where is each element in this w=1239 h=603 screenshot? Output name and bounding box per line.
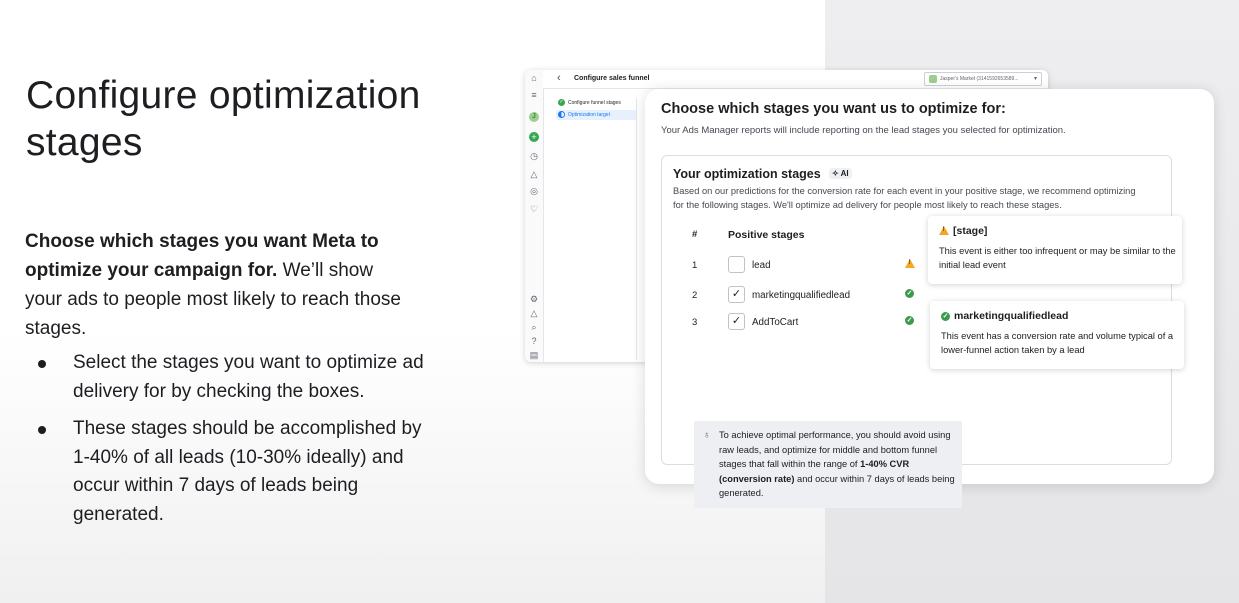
progress-circle-icon xyxy=(558,111,565,118)
check-circle-icon: ✓ xyxy=(559,99,564,106)
ok-tooltip xyxy=(930,301,1184,369)
gauge-icon[interactable]: ◷ xyxy=(530,151,538,161)
triangle-icon[interactable]: △ xyxy=(530,169,538,179)
target-icon[interactable]: ◎ xyxy=(530,186,538,196)
slide-bullets xyxy=(25,349,425,538)
bullet-item xyxy=(25,415,425,529)
check-circle-icon: ✓ xyxy=(906,290,913,297)
tooltip-title xyxy=(939,225,987,237)
tooltip-body: This event has a conversion rate and volume typical of a lower-funnel action taken by a lead xyxy=(941,331,1174,356)
account-select-avatar xyxy=(929,75,937,83)
step-configure-funnel[interactable] xyxy=(556,98,636,108)
ok-status[interactable] xyxy=(905,289,914,298)
account-select[interactable] xyxy=(924,72,1042,86)
window-header xyxy=(543,70,1048,89)
header-title: Configure sales funnel xyxy=(574,75,650,82)
home-icon[interactable]: ⌂ xyxy=(531,73,537,83)
stage-label: marketingqualifiedlead xyxy=(752,290,851,301)
tooltip-title-text: marketingqualifiedlead xyxy=(954,310,1069,322)
optimization-dialog xyxy=(645,89,1214,498)
check-circle-icon: ✓ xyxy=(942,312,949,320)
lightbulb-icon: ♁ xyxy=(703,430,711,441)
tip-text-pre: To achieve optimal performance, you should avoid using raw leads, and optimize for middle and bottom funnel stages that fall within the range of xyxy=(719,430,951,469)
bullet-text: Select the stages you want to optimize ad delivery for by checking the boxes. xyxy=(73,352,424,402)
warning-icon xyxy=(939,226,949,235)
chevron-down-icon: ▾ xyxy=(1033,76,1037,82)
stage-row xyxy=(662,256,922,276)
slide-title: Configure optimization stages xyxy=(26,74,421,164)
row-number: 2 xyxy=(692,290,698,301)
tip-text xyxy=(719,428,957,501)
settings-icon[interactable]: ⚙ xyxy=(529,294,539,304)
stage-checkbox-addtocart[interactable]: ✓ xyxy=(728,313,745,330)
column-header-positive-stages: Positive stages xyxy=(728,229,805,241)
row-number: 3 xyxy=(692,317,698,328)
create-icon[interactable]: + xyxy=(529,132,539,142)
tooltip-body: This event is either too infrequent or may be similar to the initial lead event xyxy=(939,246,1176,271)
column-header-number: # xyxy=(692,229,698,240)
sparkle-icon: ✧ xyxy=(832,169,841,178)
slide-intro-rest: We’ll show your ads to people most likely to reach those stages. xyxy=(25,260,401,339)
bullet-item xyxy=(25,349,425,406)
account-avatar[interactable]: J xyxy=(529,112,539,122)
account-select-label: Jasper's Market (3141592653589... xyxy=(940,76,1019,82)
menu-icon[interactable]: ≡ xyxy=(531,90,537,100)
help-icon[interactable]: ? xyxy=(531,336,537,346)
bulb-nav-icon[interactable]: ♡ xyxy=(529,204,539,214)
optimization-description: Based on our predictions for the conversion rate for each event in your positive stage, we recommend optimizing for the following stages. We'll optimize ad delivery for people most likely to reach these stages. xyxy=(673,186,1136,210)
optimization-stages-title: Your optimization stages xyxy=(673,167,821,181)
tooltip-title-text: [stage] xyxy=(953,225,988,237)
tip-box xyxy=(694,421,962,508)
bullet-dot xyxy=(38,360,46,368)
stage-checkbox-marketingqualifiedlead[interactable]: ✓ xyxy=(728,286,745,303)
search-icon[interactable]: ⌕ xyxy=(531,322,537,332)
dialog-title: Choose which stages you want us to optimize for: xyxy=(661,101,1006,117)
slide-intro-bold: Choose which stages you want Meta to optimize your campaign for. xyxy=(25,231,379,281)
ai-badge xyxy=(829,168,852,179)
back-arrow-icon[interactable]: ‹ xyxy=(557,72,561,84)
report-icon[interactable]: ▤ xyxy=(529,350,539,360)
dialog-subtitle: Your Ads Manager reports will include reporting on the lead stages you selected for optimization. xyxy=(661,125,1066,136)
stage-label: lead xyxy=(752,260,771,271)
stage-row xyxy=(662,313,922,333)
tip-text-post: and occur within 7 days of leads being generated. xyxy=(719,473,955,498)
bullet-dot xyxy=(38,426,46,434)
tip-text-bold: 1-40% CVR (conversion rate) xyxy=(719,459,910,484)
row-number: 1 xyxy=(692,260,698,271)
stage-label: AddToCart xyxy=(752,317,799,328)
left-nav-rail xyxy=(525,70,544,362)
ok-status[interactable] xyxy=(905,316,914,325)
step-optimization-target[interactable] xyxy=(556,110,636,120)
warning-icon xyxy=(905,259,915,268)
step-label: Optimization target xyxy=(568,112,610,118)
stage-row xyxy=(662,286,922,306)
warning-tooltip xyxy=(928,216,1182,284)
steps-panel xyxy=(556,98,637,360)
bell-icon[interactable]: △ xyxy=(530,308,538,318)
tooltip-title xyxy=(941,310,1068,322)
ai-badge-label: AI xyxy=(840,169,849,178)
warning-status[interactable] xyxy=(905,259,915,268)
bullet-text: These stages should be accomplished by 1-40% of all leads (10-30% ideally) and occur within 7 days of leads being generated. xyxy=(73,418,422,525)
slide-intro xyxy=(25,227,415,343)
step-label: Configure funnel stages xyxy=(568,100,621,106)
check-circle-icon: ✓ xyxy=(906,317,913,324)
stage-checkbox-lead[interactable] xyxy=(728,256,745,273)
